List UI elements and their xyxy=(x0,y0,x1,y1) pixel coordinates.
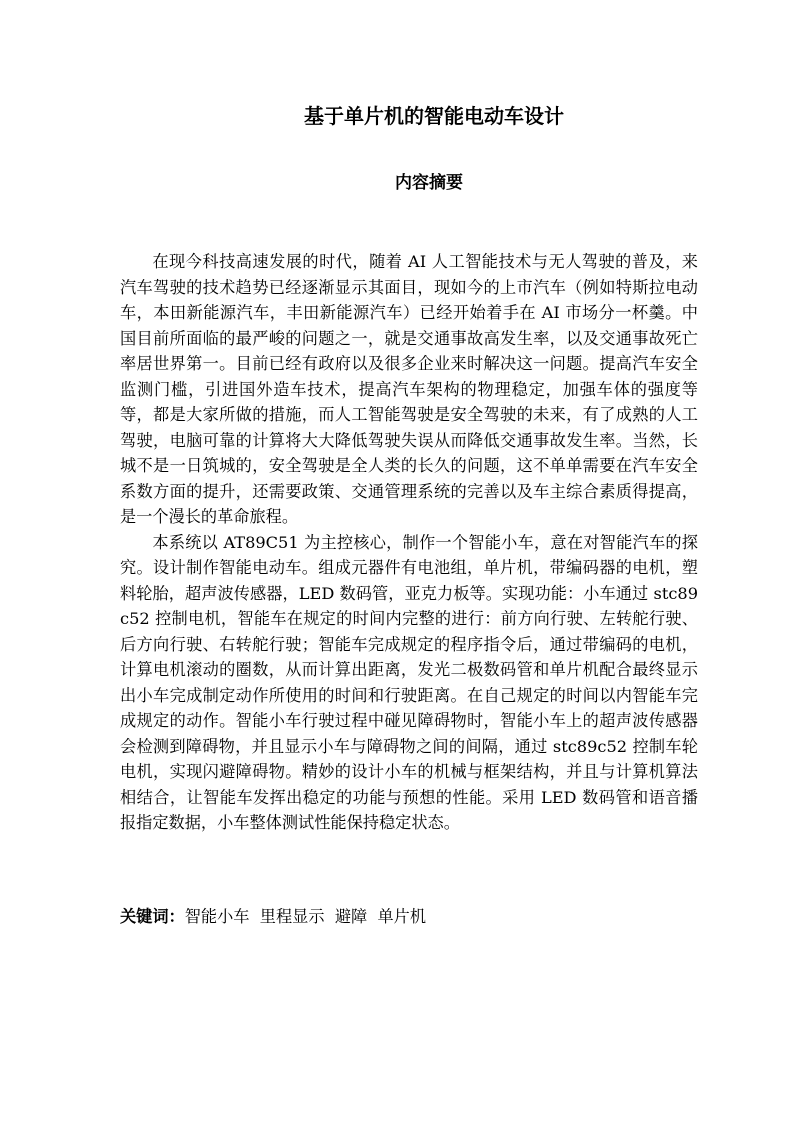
abstract-heading: 内容摘要 xyxy=(395,173,463,193)
abstract-body xyxy=(120,249,698,836)
abstract-paragraph-2: 本系统以 AT89C51 为主控核心，制作一个智能小车，意在对智能汽车的探究。设计制作智能电动车。组成元器件有电池组，单片机，带编码器的电机，塑料轮胎，超声波传感器，LED 数码管，亚克力板等。实现功能：小车通过 stc89c52 控制电机，智能车在规定的时间内完整的进行：前方向行驶、左转舵行驶、后方向行驶、右转舵行驶；智能车完成规定的程序指令后，通过带编码的电机，计算电机滚动的圈数，从而计算出距离，发光二极数码管和单片机配合最终显示出小车完成制定动作所使用的时间和行驶距离。在自己规定的时间以内智能车完成规定的动作。智能小车行驶过程中碰见障碍物时，智能小车上的超声波传感器会检测到障碍物，并且显示小车与障碍物之间的间隔，通过 stc89c52 控制车轮电机，实现闪避障碍物。精妙的设计小车的机械与框架结构，并且与计算机算法相结合，让智能车发挥出稳定的功能与预想的性能。采用 LED 数码管和语音播报指定数据，小车整体测试性能保持稳定状态。 xyxy=(120,532,698,832)
document-title: 基于单片机的智能电动车设计 xyxy=(304,104,564,128)
keywords-list: 智能小车 里程显示 避障 单片机 xyxy=(184,907,427,926)
keywords-line xyxy=(120,904,698,930)
abstract-paragraph-1: 在现今科技高速发展的时代，随着 AI 人工智能技术与无人驾驶的普及，来汽车驾驶的技术趋势已经逐渐显示其面目，现如今的上市汽车（例如特斯拉电动车，本田新能源汽车，丰田新能源汽车）已经开始着手在 AI 市场分一杯羹。中国目前所面临的最严峻的问题之一，就是交通事故高发生率，以及交通事故死亡率居世界第一。目前已经有政府以及很多企业来时解决这一问题。提高汽车安全监测门槛，引进国外造车技术，提高汽车架构的物理稳定，加强车体的强度等等，都是大家所做的措施，而人工智能驾驶是安全驾驶的未来，有了成熟的人工驾驶，电脑可靠的计算将大大降低驾驶失误从而降低交通事故发生率。当然，长城不是一日筑城的，安全驾驶是全人类的长久的问题，这不单单需要在汽车安全系数方面的提升，还需要政策、交通管理系统的完善以及车主综合素质得提高，是一个漫长的革命旅程。 xyxy=(120,252,698,526)
keywords-label: 关键词： xyxy=(120,907,185,926)
